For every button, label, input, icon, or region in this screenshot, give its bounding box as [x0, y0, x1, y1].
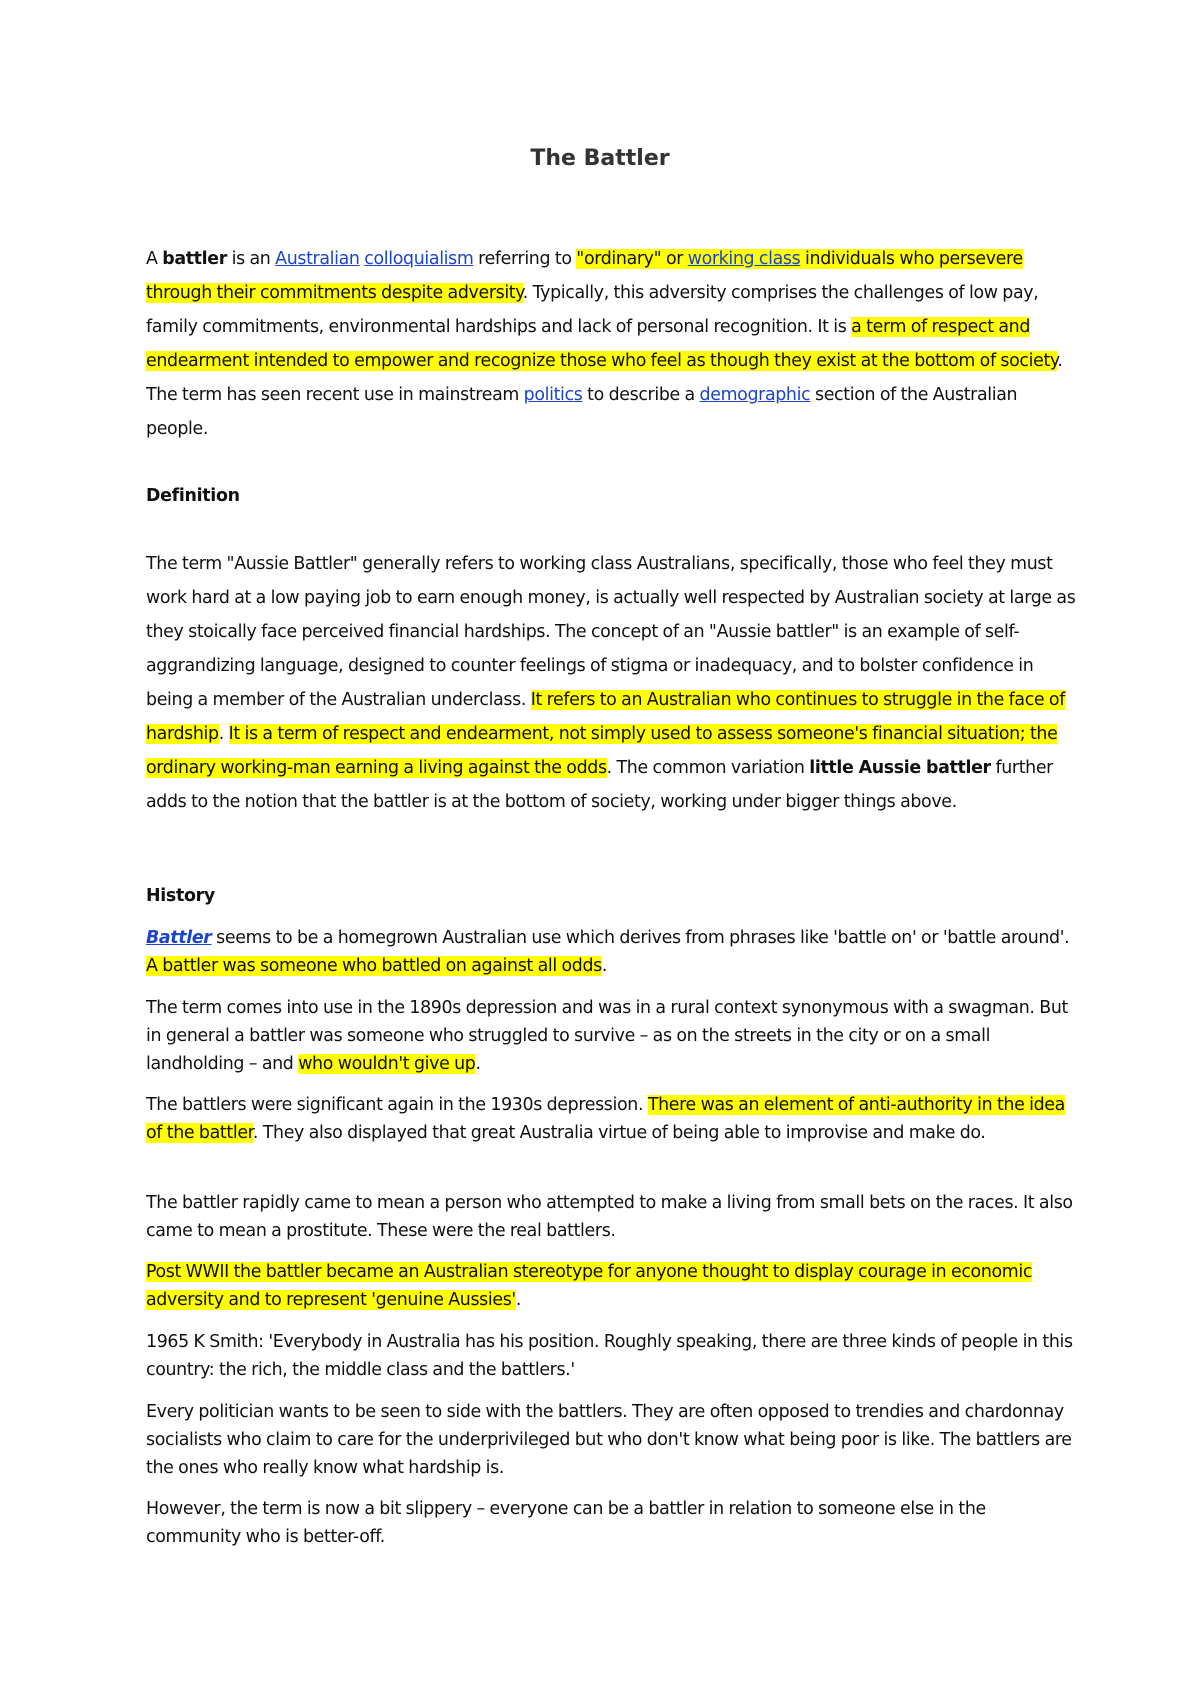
page-title: The Battler	[530, 146, 670, 171]
history-paragraph	[146, 994, 1076, 1078]
highlight: It refers to an Australian who continues to struggle in the face of hardship	[146, 690, 1065, 744]
link-colloquialism[interactable]: colloquialism	[364, 249, 474, 269]
text-run: .	[601, 956, 608, 976]
text-run: .	[218, 724, 229, 744]
definition-paragraph	[146, 547, 1076, 819]
text-run: .	[515, 1290, 522, 1310]
text-run: The term "Aussie Battler" generally refers to working class Australians, specifically, those who feel they must work hard at a low paying job to earn enough money, is actually well respected by Australian society at large as they stoically face perceived financial hardships. The concept of an "Aussie battler" is an example of self-aggrandizing language, designed to counter feelings of stigma or inadequacy, and to bolster confidence in being a member of the Australian underclass.	[146, 554, 1076, 710]
link-battler[interactable]: Battler	[146, 928, 212, 948]
link-working-class[interactable]: working class	[687, 249, 801, 269]
text-run: A	[146, 249, 163, 269]
section-heading-history: History	[146, 886, 215, 906]
text-run: The term comes into use in the 1890s depression and was in a rural context synonymous with a swagman. But in general a battler was someone who struggled to survive – as on the streets in the city or on a small landholding – and	[146, 998, 1068, 1074]
text-run: further adds to the notion that the battler is at the bottom of society, working under bigger things above.	[146, 758, 1053, 812]
history-paragraph: Every politician wants to be seen to side with the battlers. They are often opposed to trendies and chardonnay socialists who claim to care for the underprivileged but who don't know what being poor is like. The battlers are the ones who really know what hardship is.	[146, 1402, 1072, 1478]
text-run: . They also displayed that great Australia virtue of being able to improvise and make do.	[252, 1123, 986, 1143]
highlight: A battler was someone who battled on against all odds	[146, 956, 602, 976]
intro-paragraph	[146, 242, 1076, 446]
text-run: section of the Australian people.	[146, 385, 1018, 439]
bold-term: little Aussie battler	[809, 758, 991, 778]
text-run: . The common variation	[606, 758, 810, 778]
history-paragraph	[146, 1091, 1076, 1147]
highlight: who wouldn't give up	[298, 1054, 476, 1074]
text-run: to describe a	[582, 385, 700, 405]
highlight: There was an element of anti-authority in the idea of the battler	[146, 1095, 1065, 1143]
history-paragraph	[146, 1258, 1076, 1314]
highlight: a term of respect and endearment intended to empower and recognize those who feel as though they exist at the bottom of society	[146, 317, 1058, 371]
highlight-text: individuals who persevere through their commitments despite adversity	[146, 249, 1023, 303]
link-demographic[interactable]: demographic	[699, 385, 811, 405]
history-paragraph: However, the term is now a bit slippery – everyone can be a battler in relation to someone else in the community who is better-off.	[146, 1499, 986, 1547]
text-run: .	[475, 1054, 481, 1074]
text-run: seems to be a homegrown Australian use which derives from phrases like 'battle on' or 'battle around'.	[211, 928, 1070, 948]
link-australian[interactable]: Australian	[275, 249, 360, 269]
text-run: is an	[226, 249, 276, 269]
text-run: . Typically, this adversity comprises the challenges of low pay, family commitments, environmental hardships and lack of personal recognition. It is	[146, 283, 1039, 337]
history-paragraph: The battler rapidly came to mean a person who attempted to make a living from small bets on the races. It also came to mean a prostitute. These were the real battlers.	[146, 1193, 1073, 1241]
history-paragraph	[146, 924, 1076, 980]
text-run: referring to	[473, 249, 577, 269]
section-heading-definition: Definition	[146, 486, 240, 506]
bold-term: battler	[162, 249, 227, 269]
highlight: Post WWII the battler became an Australian stereotype for anyone thought to display courage in economic adversity and to represent 'genuine Aussies'	[146, 1262, 1033, 1310]
history-paragraph: 1965 K Smith: 'Everybody in Australia has his position. Roughly speaking, there are three kinds of people in this country: the rich, the middle class and the battlers.'	[146, 1332, 1073, 1380]
link-politics[interactable]: politics	[523, 385, 583, 405]
text-run: . The term has seen recent use in mainstream	[146, 351, 1063, 405]
highlight-text: "ordinary" or	[576, 249, 688, 269]
highlight: It is a term of respect and endearment, not simply used to assess someone's financial situation; the ordinary working-man earning a living against the odds	[146, 724, 1058, 778]
text-run: The battlers were significant again in the 1930s depression.	[146, 1095, 648, 1115]
